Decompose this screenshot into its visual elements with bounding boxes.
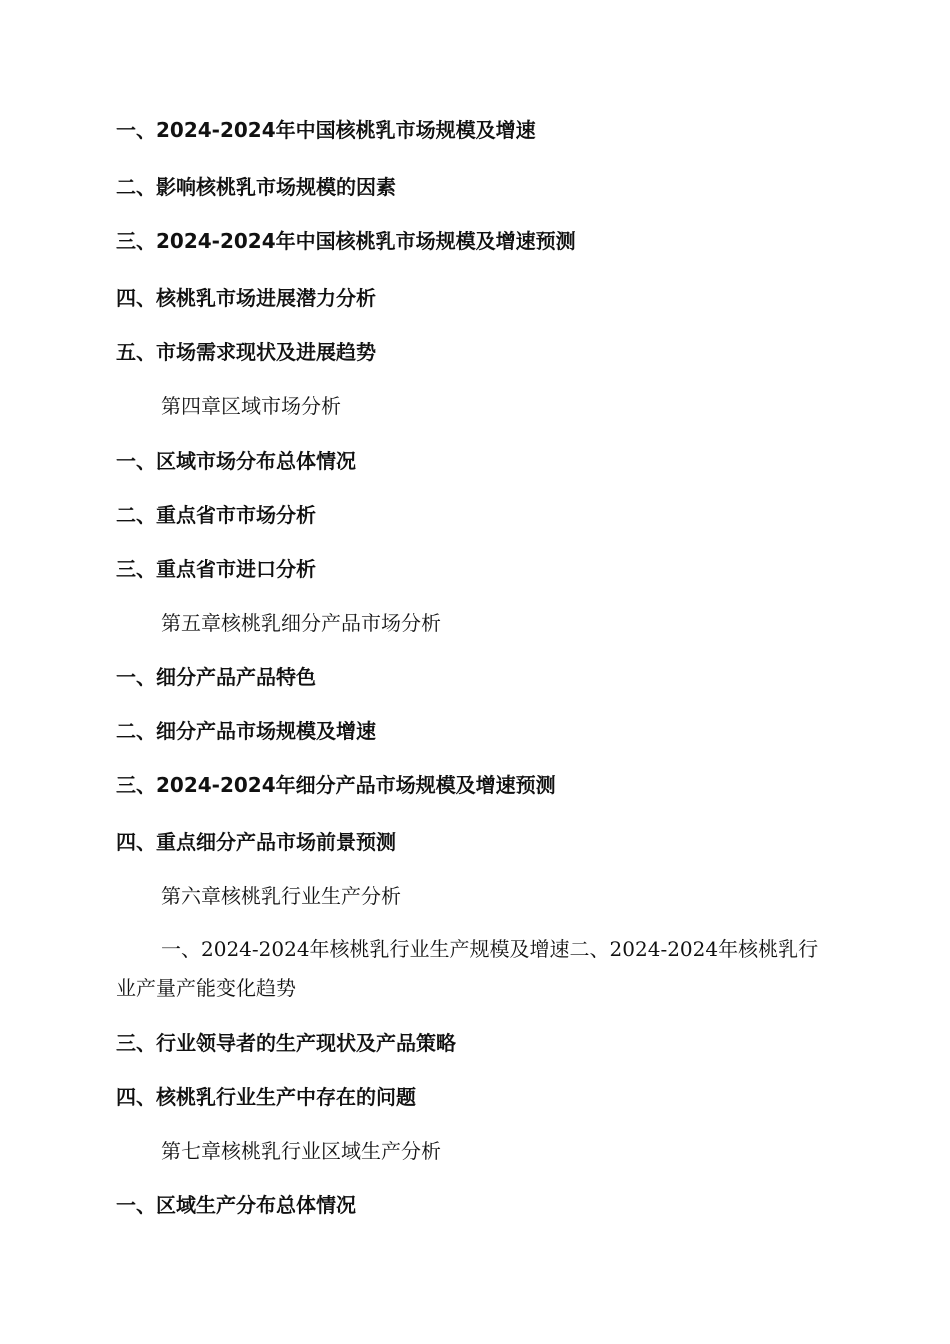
chapter-heading: 第四章区域市场分析 <box>161 394 341 418</box>
toc-item: 五、市场需求现状及进展趋势 <box>116 340 376 364</box>
chapter-heading: 第七章核桃乳行业区域生产分析 <box>161 1139 441 1163</box>
toc-item: 三、重点省市进口分析 <box>116 557 316 581</box>
chapter-heading: 第五章核桃乳细分产品市场分析 <box>161 611 441 635</box>
toc-item: 二、细分产品市场规模及增速 <box>116 719 376 743</box>
toc-item: 三、行业领导者的生产现状及产品策略 <box>116 1031 456 1055</box>
toc-item: 四、核桃乳市场进展潜力分析 <box>116 286 376 310</box>
toc-item: 四、核桃乳行业生产中存在的问题 <box>116 1085 416 1109</box>
toc-item: 三、2024-2024年细分产品市场规模及增速预测 <box>116 773 556 797</box>
toc-item: 一、2024-2024年中国核桃乳市场规模及增速 <box>116 118 536 142</box>
toc-item: 三、2024-2024年中国核桃乳市场规模及增速预测 <box>116 229 576 253</box>
toc-item: 四、重点细分产品市场前景预测 <box>116 830 396 854</box>
toc-paragraph: 一、2024-2024年核桃乳行业生产规模及增速二、2024-2024年核桃乳行业产量产能变化趋势 <box>116 937 819 1000</box>
toc-item: 一、细分产品产品特色 <box>116 665 316 689</box>
toc-item: 二、影响核桃乳市场规模的因素 <box>116 175 396 199</box>
chapter-heading: 第六章核桃乳行业生产分析 <box>161 884 401 908</box>
toc-item: 一、区域生产分布总体情况 <box>116 1193 356 1217</box>
toc-item: 一、区域市场分布总体情况 <box>116 449 356 473</box>
toc-item: 二、重点省市市场分析 <box>116 503 316 527</box>
